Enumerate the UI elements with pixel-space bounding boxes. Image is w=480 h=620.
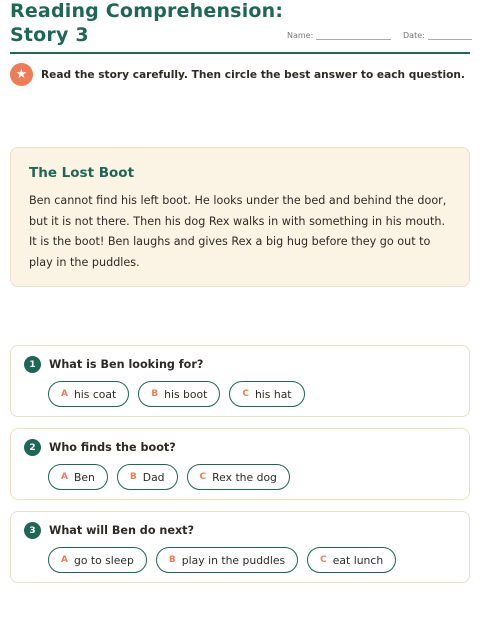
date-label: Date: — [403, 31, 425, 40]
question-header — [24, 439, 176, 456]
story-text: Ben cannot find his left boot. He looks under the bed and behind the door, but it is not there. Then his dog Rex walks in with something in his mouth. It is the boot! Ben laughs and gives Rex a big hug before they go out to play in the puddles. — [29, 194, 447, 269]
name-label: Name: — [287, 31, 314, 40]
name-line[interactable] — [316, 31, 391, 40]
answer-option-c[interactable] — [229, 381, 304, 407]
question-number-badge: 3 — [24, 522, 41, 539]
option-text: his boot — [164, 387, 208, 401]
option-letter: B — [129, 472, 137, 482]
story-title: The Lost Boot — [29, 165, 135, 181]
question-number-badge: 1 — [24, 356, 41, 373]
option-text: Rex the dog — [212, 470, 277, 484]
answer-options — [48, 464, 299, 490]
option-letter: C — [242, 389, 249, 399]
story-box — [10, 147, 470, 287]
option-letter: A — [61, 555, 68, 565]
question-text: What will Ben do next? — [49, 524, 195, 537]
page-title — [10, 0, 283, 47]
option-letter: B — [168, 555, 176, 565]
question-number-badge: 2 — [24, 439, 41, 456]
option-text: Dad — [142, 470, 165, 484]
instructions — [10, 63, 465, 86]
option-letter: C — [199, 472, 207, 482]
answer-option-a[interactable] — [48, 464, 108, 490]
worksheet-header — [10, 0, 470, 54]
name-field[interactable] — [287, 31, 391, 40]
option-text: play in the puddles — [181, 553, 286, 567]
star-icon: ★ — [10, 63, 33, 86]
option-text: his hat — [254, 387, 292, 401]
question-text: Who finds the boot? — [49, 441, 176, 454]
answer-option-c[interactable] — [307, 547, 396, 573]
answer-option-a[interactable] — [48, 381, 129, 407]
answer-option-a[interactable] — [48, 547, 147, 573]
question-card — [10, 428, 470, 500]
date-line[interactable] — [428, 31, 472, 40]
answer-option-b[interactable] — [138, 381, 220, 407]
option-text: go to sleep — [73, 553, 134, 567]
instructions-text: Read the story carefully. Then circle the best answer to each question. — [41, 68, 465, 81]
option-letter: A — [61, 472, 68, 482]
option-letter: C — [320, 555, 327, 565]
answer-option-b[interactable] — [117, 464, 178, 490]
option-letter: B — [151, 389, 159, 399]
question-header — [24, 522, 194, 539]
question-card — [10, 345, 470, 417]
option-text: Ben — [73, 470, 95, 484]
title-line-2: Story 3 — [10, 24, 89, 46]
title-line-1: Reading Comprehension: — [10, 0, 284, 22]
question-header — [24, 356, 203, 373]
date-field[interactable] — [403, 31, 472, 40]
answer-option-c[interactable] — [187, 464, 290, 490]
option-text: eat lunch — [332, 553, 384, 567]
option-letter: A — [61, 389, 68, 399]
answer-options — [48, 381, 314, 407]
answer-option-b[interactable] — [156, 547, 298, 573]
option-text: his coat — [73, 387, 117, 401]
question-card — [10, 511, 470, 583]
answer-options — [48, 547, 405, 573]
question-text: What is Ben looking for? — [49, 358, 204, 371]
